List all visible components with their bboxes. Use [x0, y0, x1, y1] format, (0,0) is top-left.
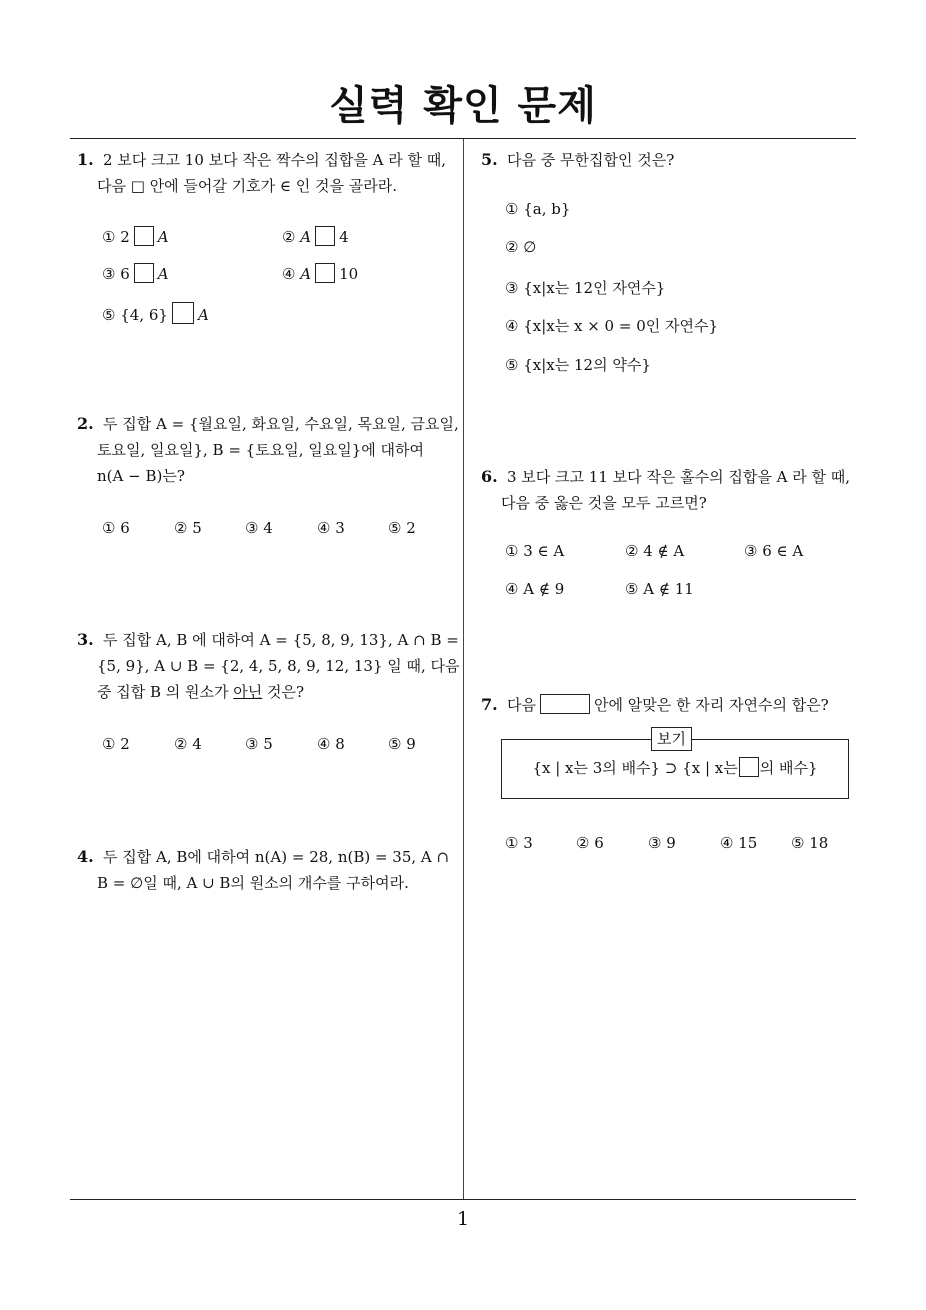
- option-3[interactable]: ③ {x|x는 12인 자연수}: [505, 279, 666, 297]
- option-right: 10: [339, 265, 359, 283]
- option-4[interactable]: ④ A ∉ 9: [505, 580, 565, 598]
- blank-box: [134, 226, 154, 246]
- question-number: 4.: [77, 847, 94, 866]
- option-4[interactable]: ④ 8: [317, 735, 345, 753]
- option-2[interactable]: [282, 226, 349, 246]
- question-text-line: 두 집합 A = {월요일, 화요일, 수요일, 목요일, 금요일,: [103, 415, 459, 433]
- text-segment: 것은?: [262, 683, 305, 701]
- question-5: [481, 147, 861, 173]
- option-4[interactable]: [282, 263, 358, 283]
- option-3[interactable]: ③ 6 ∈ A: [744, 542, 804, 560]
- blank-box: [540, 694, 590, 714]
- option-4[interactable]: ④ 3: [317, 519, 345, 537]
- question-text-line: B = ∅일 때, A ∪ B의 원소의 개수를 구하여라.: [97, 874, 409, 892]
- option-1[interactable]: ① {a, b}: [505, 200, 571, 218]
- option-3[interactable]: ③ 9: [648, 834, 676, 852]
- question-text-line: {5, 9}, A ∪ B = {2, 4, 5, 8, 9, 12, 13} 일 때, 다음: [97, 657, 460, 675]
- question-text-line: 토요일, 일요일}, B = {토요일, 일요일}에 대하여: [97, 441, 424, 459]
- question-number: 1.: [77, 150, 94, 169]
- text-segment: 중 집합 B 의 원소가: [97, 683, 234, 701]
- option-3[interactable]: [102, 263, 169, 283]
- question-text-line: 다음 중 옳은 것을 모두 고르면?: [501, 494, 707, 512]
- option-left: A: [300, 265, 312, 283]
- example-box-content: [501, 757, 849, 778]
- question-number: 7.: [481, 695, 498, 714]
- blank-box: [315, 263, 335, 283]
- option-right: 4: [339, 228, 349, 246]
- option-1[interactable]: ① 6: [102, 519, 130, 537]
- option-5[interactable]: ⑤ 2: [388, 519, 416, 537]
- option-2[interactable]: ② ∅: [505, 238, 537, 256]
- option-5[interactable]: ⑤ 18: [791, 834, 829, 852]
- question-text-line: 3 보다 크고 11 보다 작은 홀수의 집합을 A 라 할 때,: [507, 468, 851, 486]
- option-mark: ⑤: [102, 306, 116, 324]
- blank-box: [134, 263, 154, 283]
- question-number: 3.: [77, 630, 94, 649]
- option-mark: ④: [282, 265, 296, 283]
- question-7: [481, 692, 866, 718]
- blank-box: [315, 226, 335, 246]
- option-3[interactable]: ③ 4: [245, 519, 273, 537]
- option-mark: ②: [282, 228, 296, 246]
- question-text-line: 다음 □ 안에 들어갈 기호가 ∈ 인 것을 골라라.: [97, 177, 398, 195]
- question-text-line: [481, 692, 866, 718]
- underlined-word: 아닌: [233, 683, 263, 701]
- text-segment: {x | x는 3의 배수} ⊃ {x | x는: [532, 759, 738, 777]
- option-4[interactable]: ④ {x|x는 x × 0 = 0인 자연수}: [505, 317, 719, 335]
- example-box-label: 보기: [651, 727, 692, 751]
- option-1[interactable]: [102, 226, 169, 246]
- question-number: 2.: [77, 414, 94, 433]
- option-5[interactable]: [102, 302, 209, 324]
- option-left: {4, 6}: [120, 306, 168, 324]
- question-text-line: [77, 679, 457, 705]
- question-1: [77, 147, 457, 199]
- option-1[interactable]: ① 3 ∈ A: [505, 542, 565, 560]
- question-text-line: 두 집합 A, B에 대하여 n(A) = 28, n(B) = 35, A ∩: [103, 848, 450, 866]
- option-1[interactable]: ① 2: [102, 735, 130, 753]
- option-3[interactable]: ③ 5: [245, 735, 273, 753]
- blank-box: [172, 302, 194, 324]
- question-text-line: n(A − B)는?: [97, 467, 185, 485]
- question-number: 6.: [481, 467, 498, 486]
- option-left: 2: [120, 228, 130, 246]
- option-2[interactable]: ② 6: [576, 834, 604, 852]
- option-5[interactable]: ⑤ A ∉ 11: [625, 580, 694, 598]
- option-2[interactable]: ② 4 ∉ A: [625, 542, 685, 560]
- bottom-rule: [70, 1199, 856, 1200]
- question-6: [481, 464, 866, 516]
- question-text-line: 2 보다 크고 10 보다 작은 짝수의 집합을 A 라 할 때,: [103, 151, 447, 169]
- option-2[interactable]: ② 4: [174, 735, 202, 753]
- text-segment: 안에 알맞은 한 자리 자연수의 합은?: [593, 696, 829, 714]
- option-4[interactable]: ④ 15: [720, 834, 758, 852]
- question-4: [77, 844, 457, 896]
- page-title: 실력 확인 문제: [329, 83, 597, 129]
- option-left: A: [300, 228, 312, 246]
- text-segment: 다음: [507, 696, 536, 714]
- option-5[interactable]: ⑤ {x|x는 12의 약수}: [505, 356, 651, 374]
- option-right: A: [157, 228, 169, 246]
- option-right: A: [157, 265, 169, 283]
- option-1[interactable]: ① 3: [505, 834, 533, 852]
- page-number: 1: [456, 1208, 470, 1230]
- option-right: A: [197, 306, 209, 324]
- question-3: [77, 627, 460, 705]
- question-text-line: 두 집합 A, B 에 대하여 A = {5, 8, 9, 13}, A ∩ B =: [103, 631, 459, 649]
- blank-box: [739, 757, 759, 777]
- option-2[interactable]: ② 5: [174, 519, 202, 537]
- option-5[interactable]: ⑤ 9: [388, 735, 416, 753]
- option-mark: ①: [102, 228, 116, 246]
- option-left: 6: [120, 265, 130, 283]
- text-segment: 의 배수}: [759, 759, 818, 777]
- question-text-line: 다음 중 무한집합인 것은?: [507, 151, 675, 169]
- column-divider: [463, 139, 464, 1200]
- option-mark: ③: [102, 265, 116, 283]
- question-2: [77, 411, 457, 489]
- question-number: 5.: [481, 150, 498, 169]
